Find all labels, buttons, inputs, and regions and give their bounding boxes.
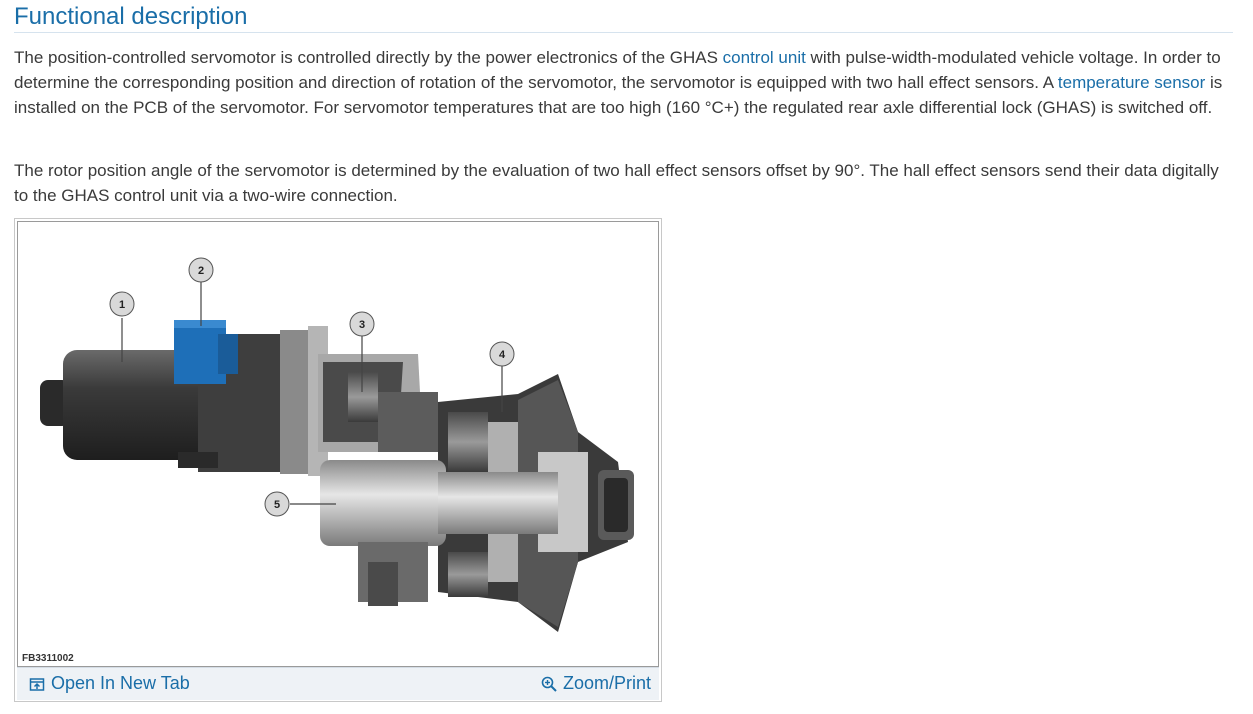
figure-code: FB3311002	[22, 653, 74, 664]
figure-toolbar	[17, 667, 659, 700]
open-new-tab-icon	[29, 676, 45, 692]
paragraph-1	[14, 45, 1234, 120]
p1-text-1: The position-controlled servomotor is controlled directly by the power electronics of the GHAS	[14, 48, 723, 67]
callout-2	[189, 258, 213, 282]
temperature-sensor-link[interactable]: temperature sensor	[1057, 73, 1206, 92]
callout-4	[490, 342, 514, 366]
callout-4-label: 4	[498, 349, 506, 361]
p1-text-2: with pulse-width-modulated vehicle voltage. In order to determine the corresponding position and direction of rotation of the servomotor, the servomotor is equipped with two hall effect sensors. A	[14, 48, 1221, 92]
zoom-print-label: Zoom/Print	[562, 673, 651, 693]
p1-text-3: is installed on the PCB of the servomotor. For servomotor temperatures that are too high (160 °C+) the regulated rear axle differential lock (GHAS) is switched off.	[14, 73, 1223, 117]
control-unit-link[interactable]: control unit	[722, 48, 806, 67]
paragraph-2: The rotor position angle of the servomotor is determined by the evaluation of two hall effect sensors offset by 90°. The hall effect sensors send their data digitally to the GHAS control unit via a two-wire connection.	[14, 161, 1219, 205]
open-in-new-tab-button[interactable]	[29, 673, 190, 694]
figure-frame	[17, 221, 659, 667]
figure-container	[14, 218, 662, 702]
callout-1-label: 1	[118, 299, 126, 311]
title-divider	[14, 32, 1233, 33]
callout-3	[350, 312, 374, 336]
section-title: Functional description	[14, 3, 248, 30]
zoom-in-icon	[541, 676, 557, 692]
callout-2-label: 2	[197, 265, 205, 277]
callout-5	[265, 492, 289, 516]
zoom-print-button[interactable]	[541, 673, 651, 694]
gearbox-housing	[318, 354, 438, 452]
open-in-new-tab-label: Open In New Tab	[51, 673, 190, 693]
callout-3-label: 3	[358, 319, 366, 331]
callout-5-label: 5	[273, 499, 281, 511]
servomotor-illustration	[18, 222, 658, 666]
callout-1	[110, 292, 134, 316]
